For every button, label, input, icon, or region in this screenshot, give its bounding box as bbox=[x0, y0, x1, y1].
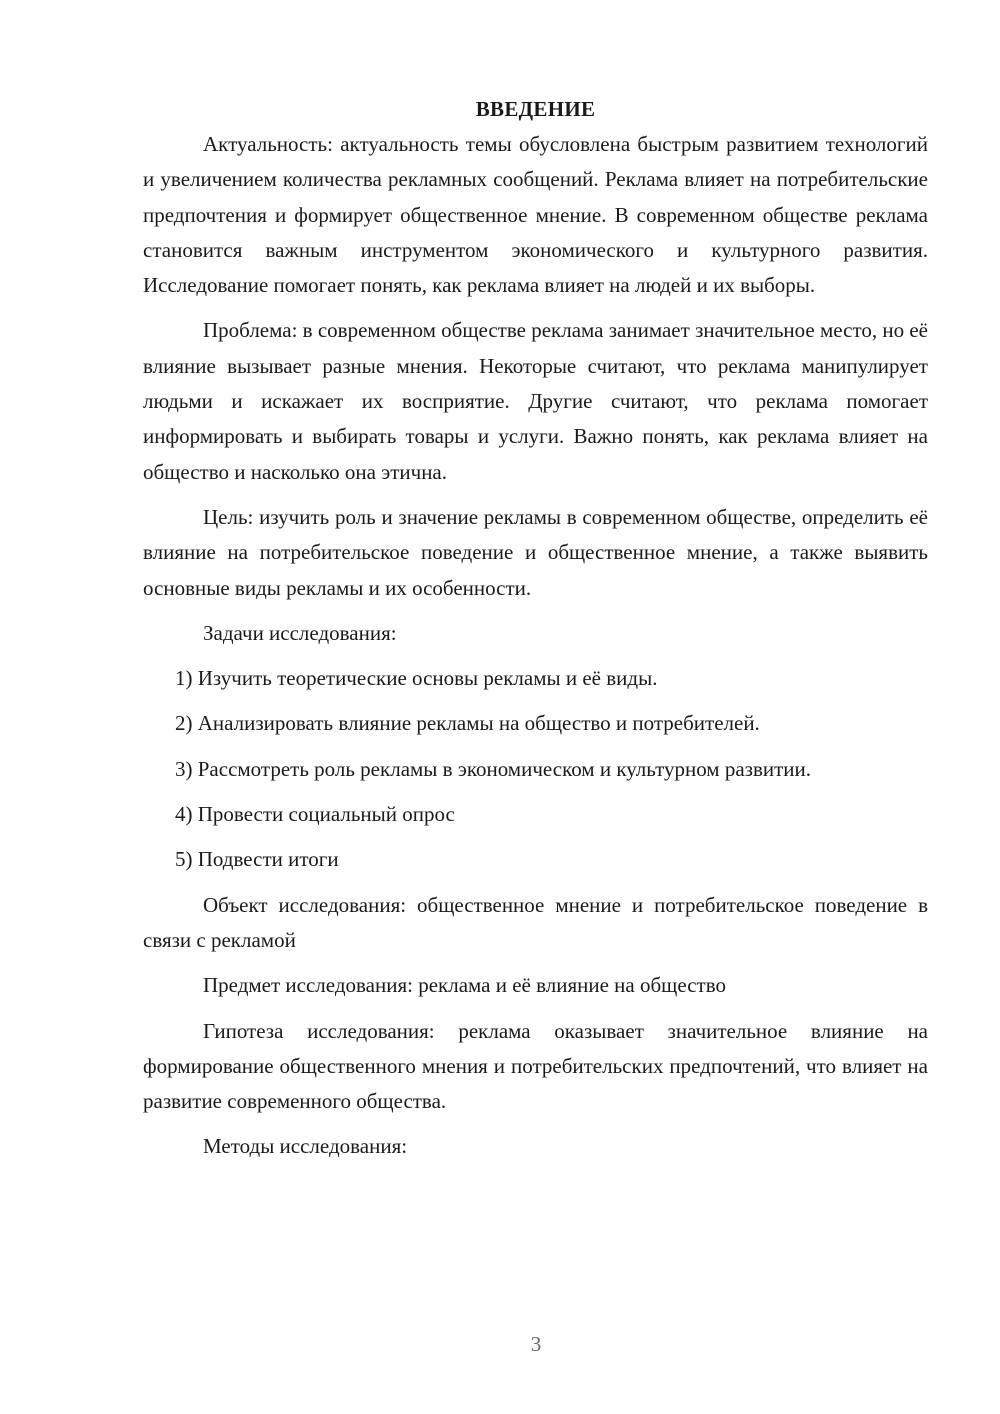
list-item: 3) Рассмотреть роль рекламы в экономическом и культурном развитии. bbox=[175, 756, 812, 781]
paragraph-object: Объект исследования: общественное мнение и потребительское поведение в связи с рекламой bbox=[143, 892, 928, 952]
paragraph-relevance: Актуальность: актуальность темы обусловлена быстрым развитием технологий и увеличением количества рекламных сообщений. Реклама влияет на потребительские предпочтения и формирует общественное мнение. В современном обществе реклама становится важным инструментом экономического и культурного развития. Исследование помогает понять, как реклама влияет на людей и их выборы. bbox=[143, 132, 928, 298]
section-heading: ВВЕДЕНИЕ bbox=[475, 97, 596, 121]
methods-title: Методы исследования: bbox=[203, 1134, 408, 1159]
tasks-title: Задачи исследования: bbox=[203, 620, 397, 645]
list-item: 1) Изучить теоретические основы рекламы и её виды. bbox=[175, 666, 658, 691]
page-number: 3 bbox=[530, 1332, 542, 1356]
paragraph-goal: Цель: изучить роль и значение рекламы в современном обществе, определить её влияние на потребительское поведение и общественное мнение, а также выявить основные виды рекламы и их особенности. bbox=[143, 504, 928, 600]
paragraph-problem: Проблема: в современном обществе реклама занимает значительное место, но её влияние вызывает разные мнения. Некоторые считают, что реклама манипулирует людьми и искажает их восприятие. Другие считают, что реклама помогает информировать и выбирать товары и услуги. Важно понять, как реклама влияет на общество и насколько она этична. bbox=[143, 318, 928, 484]
list-item: 2) Анализировать влияние рекламы на общество и потребителей. bbox=[175, 711, 760, 736]
tasks-list bbox=[143, 661, 928, 877]
paragraph-hypothesis: Гипотеза исследования: реклама оказывает значительное влияние на формирование общественного мнения и потребительских предпочтений, что влияет на развитие современного общества. bbox=[143, 1018, 928, 1114]
list-item: 4) Провести социальный опрос bbox=[175, 802, 455, 827]
document-page bbox=[143, 92, 928, 1165]
paragraph-subject: Предмет исследования: реклама и её влияние на общество bbox=[203, 973, 726, 998]
list-item: 5) Подвести итоги bbox=[175, 847, 339, 872]
